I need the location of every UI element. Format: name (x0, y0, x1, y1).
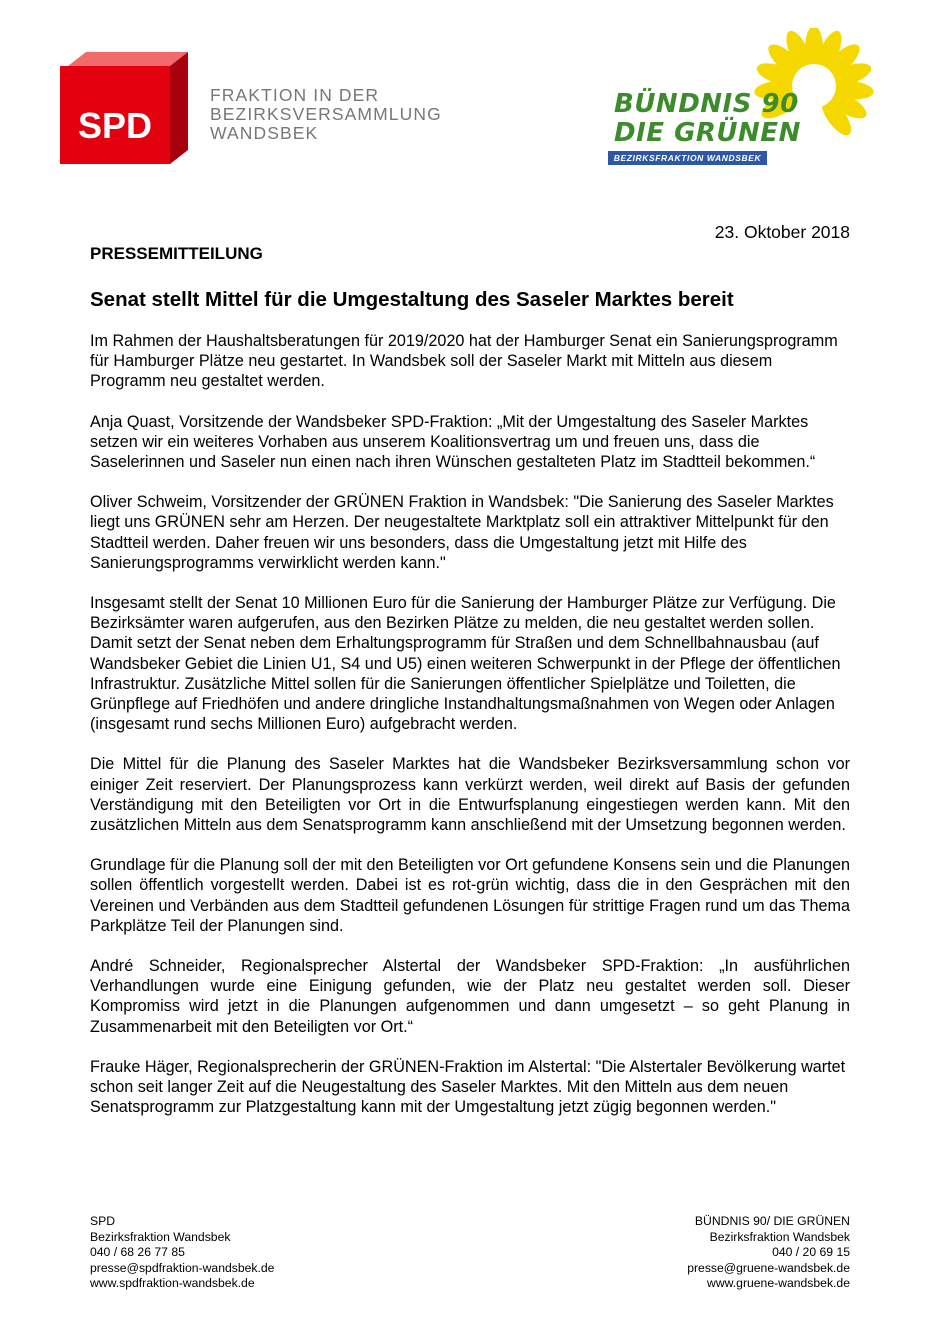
release-date: 23. Oktober 2018 (714, 222, 850, 242)
gruene-contact-party: BÜNDNIS 90/ DIE GRÜNEN (694, 1214, 850, 1228)
headline: Senat stellt Mittel für die Umgestaltung des Saseler Marktes bereit (90, 288, 734, 311)
spd-brand-text: SPD (77, 105, 153, 146)
gruene-wordmark (614, 90, 824, 148)
spd-contact-email[interactable]: presse@spdfraktion-wandsbek.de (90, 1260, 275, 1275)
paragraph-quote-haeger: Frauke Häger, Regionalsprecherin der GRÜNEN-Fraktion im Alstertal: "Die Alstertaler Bevölkerung wartet schon seit langer Zeit auf die Neugestaltung des Saseler Marktes. Mit den Mitteln aus dem neuen Senatsprogramm zur Platzgestaltung kann mit der Umgestaltung jetzt zügig begonnen werden." (90, 1057, 846, 1117)
spd-contact-website[interactable]: www.spdfraktion-wandsbek.de (90, 1276, 255, 1291)
spd-contact-block (90, 1214, 274, 1292)
gruene-contact-website[interactable]: www.gruene-wandsbek.de (707, 1276, 850, 1291)
spd-line-3: WANDSBEK (210, 123, 319, 143)
paragraph-intro: Im Rahmen der Haushaltsberatungen für 2019/2020 hat der Hamburger Senat ein Sanierungsprogramm für Hamburger Plätze neu gestartet. In Wandsbek soll der Saseler Markt mit Mitteln aus diesem Programm neu gestaltet werden. (90, 332, 838, 391)
paragraph-quote-schweim: Oliver Schweim, Vorsitzender der GRÜNEN Fraktion in Wandsbek: "Die Sanierung des Saseler Marktes liegt uns GRÜNEN sehr am Herzen. Der neugestaltete Marktplatz soll ein attraktiver Mittelpunkt für den Stadtteil werden. Daher freuen wir uns besonders, dass die Umgestaltung jetzt mit Hilfe des Sanierungsprogramms verwirklicht werden kann." (90, 493, 834, 572)
gruene-logo (604, 28, 890, 170)
paragraph-quote-schneider: André Schneider, Regionalsprecher Alstertal der Wandsbeker SPD-Fraktion: „In ausführlichen Verhandlungen wurde eine Einigung gefunden, wie der Platz neu gestaltet werden soll. Dieser Kompromiss wird jetzt in die Planungen aufgenommen und dann umgesetzt – so geht Planung in Zusammenarbeit mit den Beteiligten vor Ort.“ (90, 957, 850, 1036)
spd-fraction-name (210, 85, 442, 143)
spd-contact-fraction: Bezirksfraktion Wandsbek (90, 1229, 231, 1244)
paragraph-quote-quast: Anja Quast, Vorsitzende der Wandsbeker SPD-Fraktion: „Mit der Umgestaltung des Saseler Marktes setzen wir ein weiteres Vorhaben aus unserem Koalitionsvertrag um und freuen uns, dass die Saselerinnen und Saseler nun einen nach ihren Wünschen gestalteten Platz im Stadtteil bekommen.“ (90, 412, 816, 472)
paragraph-funding: Insgesamt stellt der Senat 10 Millionen Euro für die Sanierung der Hamburger Plätze zur Verfügung. Die Bezirksämter waren aufgerufen, aus den Bezirken Plätze zu melden, die neu gestaltet werden sollen. Damit setzt der Senat neben dem Erhaltungsprogramm für Straßen und dem Schnellbahnausbau (auf Wandsbeker Gebiet die Linien U1, S4 und U5) einen weiteren Schwerpunkt in der Pflege der öffentlichen Infrastruktur. Zusätzliche Mittel sollen für die Sanierungen öffentlicher Spielplätze und Toiletten, die Grünpflege auf Friedhöfen und andere dringliche Instandhaltungsmaßnahmen von Wegen oder Anlagen (insgesamt rund sechs Millionen Euro) aufgebracht werden. (90, 594, 841, 734)
gruene-contact-fraction: Bezirksfraktion Wandsbek (709, 1229, 850, 1244)
spd-cube-icon (60, 46, 188, 164)
gruene-fraction-band: BEZIRKSFRAKTION WANDSBEK (608, 151, 767, 165)
spd-logo (60, 46, 442, 166)
spd-contact-phone: 040 / 68 26 77 85 (90, 1245, 185, 1260)
press-release-body (90, 331, 850, 1138)
paragraph-consensus: Grundlage für die Planung soll der mit den Beteiligten vor Ort gefundene Konsens sein und die Planungen sollen öffentlich vorgestellt werden. Dabei ist es rot-grün wichtig, dass die in den Gesprächen mit den Vereinen und Verbänden aus dem Stadtteil gefundenen Lösungen für strittige Fragen rund um das Thema Parkplätze Teil der Planungen sind. (90, 856, 850, 935)
gruene-contact-email[interactable]: presse@gruene-wandsbek.de (687, 1260, 850, 1275)
gruene-wordmark-line-2: DIE GRÜNEN (614, 118, 801, 148)
paragraph-planning-funds: Die Mittel für die Planung des Saseler Marktes hat die Wandsbeker Bezirksversammlung schon vor einiger Zeit reserviert. Der Planungsprozess kann verkürzt werden, weil direkt auf Basis der gefunden Verständigung mit den Beteiligten vor Ort in die Entwurfsplanung eingestiegen werden kann. Mit den zusätzlichen Mitteln aus dem Senatsprogramm kann anschließend mit der Umsetzung begonnen werden. (90, 755, 850, 835)
spd-line-1: FRAKTION IN DER (210, 85, 380, 105)
gruene-contact-block (687, 1214, 850, 1292)
spd-line-2: BEZIRKSVERSAMMLUNG (210, 104, 442, 124)
gruene-wordmark-line-1: BÜNDNIS 90 (614, 89, 799, 119)
spd-contact-party: SPD (90, 1214, 116, 1228)
gruene-contact-phone: 040 / 20 69 15 (772, 1245, 850, 1260)
document-type-label: PRESSEMITTEILUNG (90, 244, 263, 263)
